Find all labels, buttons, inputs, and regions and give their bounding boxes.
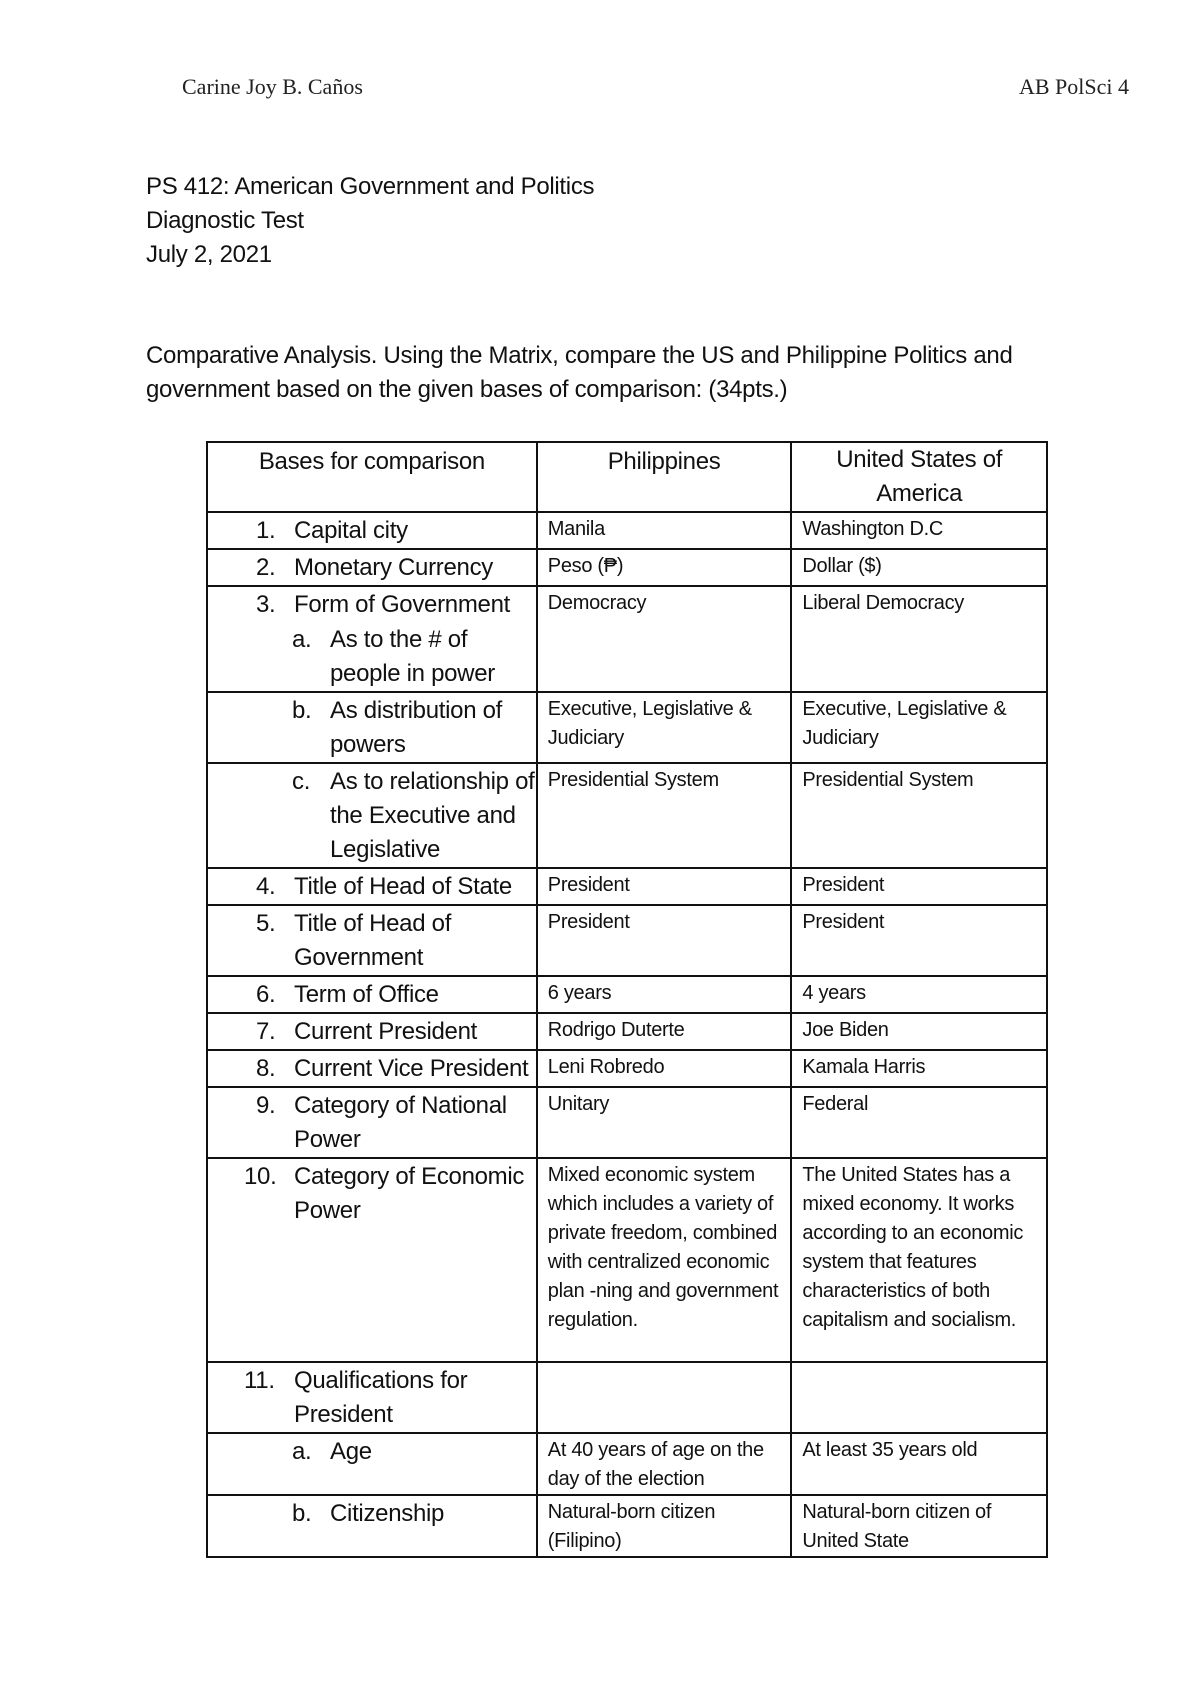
row-number: 3. [256,591,276,618]
us-value: Kamala Harris [802,1056,926,1078]
row-number: 2. [256,554,276,581]
document-intro [146,170,594,272]
row-label: Capital city [294,517,408,544]
row-label: Age [330,1438,372,1465]
row-number: b. [292,697,312,724]
row-number: 7. [256,1018,276,1045]
row-number: c. [292,768,311,795]
table-row [207,1087,1047,1158]
table-header-row [207,442,1047,512]
row-label: Category of Economic Power [294,1163,525,1224]
us-value: Executive, Legislative & Judiciary [802,698,1007,749]
table-row [207,586,1047,692]
row-number: 10. [244,1163,277,1190]
table-row [207,692,1047,763]
course-title: PS 412: American Government and Politics [146,173,595,200]
us-value: At least 35 years old [802,1439,978,1461]
header-philippines: Philippines [607,448,721,475]
row-label: Monetary Currency [294,554,493,581]
sub-row-number: a. [292,626,312,653]
us-value: Federal [802,1093,869,1115]
row-label: Current President [294,1018,477,1045]
us-value: Joe Biden [802,1019,889,1041]
row-label: Term of Office [294,981,439,1008]
row-label: Title of Head of State [294,873,512,900]
ph-value: Peso (₱) [547,555,624,577]
row-number: 9. [256,1092,276,1119]
row-number: 4. [256,873,276,900]
us-value: Presidential System [802,769,974,791]
row-number: 11. [244,1367,275,1394]
table-row [207,1433,1047,1495]
row-label: Category of National Power [294,1092,507,1153]
row-number: a. [292,1438,312,1465]
us-value: 4 years [802,982,866,1004]
course-code: AB PolSci 4 [1018,74,1129,99]
table-row [207,1050,1047,1087]
row-label: Citizenship [330,1500,445,1527]
ph-value: President [547,874,630,896]
ph-value: Unitary [547,1093,610,1115]
table-row [207,763,1047,868]
us-value: Dollar ($) [802,555,882,577]
row-number: 8. [256,1055,276,1082]
row-label: Qualifications for President [294,1367,468,1428]
ph-value: Executive, Legislative & Judiciary [547,698,752,749]
ph-value: Manila [547,518,605,540]
test-title: Diagnostic Test [146,207,304,234]
sub-row-label: As to the # of people in power [330,626,495,687]
us-value [792,1363,1046,1365]
table-row [207,1158,1047,1362]
row-number: 5. [256,910,276,937]
table-row [207,512,1047,549]
row-label: Current Vice President [294,1055,529,1082]
table-row [207,905,1047,976]
table-row [207,868,1047,905]
row-number: b. [292,1500,312,1527]
author-name: Carine Joy B. Caños [182,74,363,99]
ph-value: Leni Robredo [547,1056,665,1078]
ph-value: Rodrigo Duterte [547,1019,685,1041]
test-date: July 2, 2021 [146,241,272,268]
us-value: President [802,911,885,933]
ph-value: Natural-born citizen (Filipino) [547,1501,716,1552]
table-row [207,976,1047,1013]
row-number: 1. [256,517,276,544]
header-usa: United States of America [836,446,1003,507]
table-row [207,1013,1047,1050]
row-number: 6. [256,981,276,1008]
ph-value [538,1363,791,1365]
instructions: Comparative Analysis. Using the Matrix, compare the US and Philippine Politics and government based on the given bases of comparison: (34pts.) [146,342,1013,403]
us-value: President [802,874,885,896]
table-row [207,549,1047,586]
table-row [207,1362,1047,1433]
ph-value: At 40 years of age on the day of the election [547,1439,764,1490]
ph-value: Mixed economic system which includes a variety of private freedom, combined with centralized economic plan -ning and government regulation. [547,1164,779,1331]
table-row [207,1495,1047,1557]
ph-value: Presidential System [547,769,719,791]
us-value: Natural-born citizen of United State [802,1501,992,1552]
us-value: Washington D.C [802,518,944,540]
ph-value: 6 years [547,982,612,1004]
row-label: Title of Head of Government [294,910,452,971]
ph-value: Democracy [547,592,647,614]
ph-value: President [547,911,630,933]
row-label: As distribution of powers [330,697,503,758]
us-value: Liberal Democracy [802,592,965,614]
row-label: As to relationship of the Executive and Legislative [330,768,535,863]
header-bases: Bases for comparison [258,448,485,475]
comparison-matrix [206,441,1048,1558]
us-value: The United States has a mixed economy. It works according to an economic system that features characteristics of both capitalism and socialism. [802,1164,1024,1331]
row-label: Form of Government [294,591,511,618]
